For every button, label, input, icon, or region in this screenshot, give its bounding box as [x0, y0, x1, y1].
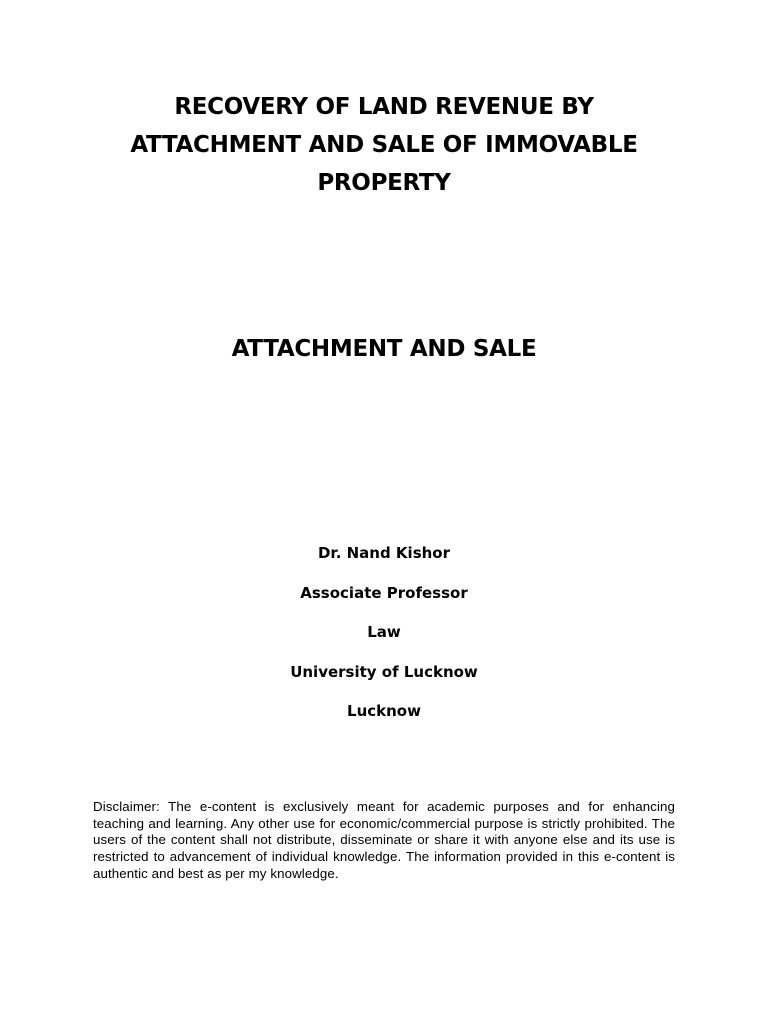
author-university: University of Lucknow [290, 662, 478, 681]
title-line-3: PROPERTY [317, 170, 451, 196]
author-department: Law [367, 623, 401, 641]
disclaimer-text: Disclaimer: The e-content is exclusively meant for academic purposes and for enhancing teaching and learning. Any other use for economic/commercial purpose is strictly prohibited. The users of the content shall not distribute, disseminate or share it with anyone else and its use is restricted to advancement of individual knowledge. The information provided in this e-content is authentic and best as per my knowledge. [93, 799, 675, 881]
author-designation: Associate Professor [300, 583, 468, 602]
author-block [60, 541, 708, 739]
document-title [60, 88, 708, 202]
section-title: ATTACHMENT AND SALE [231, 336, 537, 362]
title-line-1: RECOVERY OF LAND REVENUE BY [174, 94, 594, 120]
title-line-2: ATTACHMENT AND SALE OF IMMOVABLE [130, 132, 638, 158]
author-name: Dr. Nand Kishor [317, 544, 451, 562]
author-city: Lucknow [347, 702, 421, 720]
